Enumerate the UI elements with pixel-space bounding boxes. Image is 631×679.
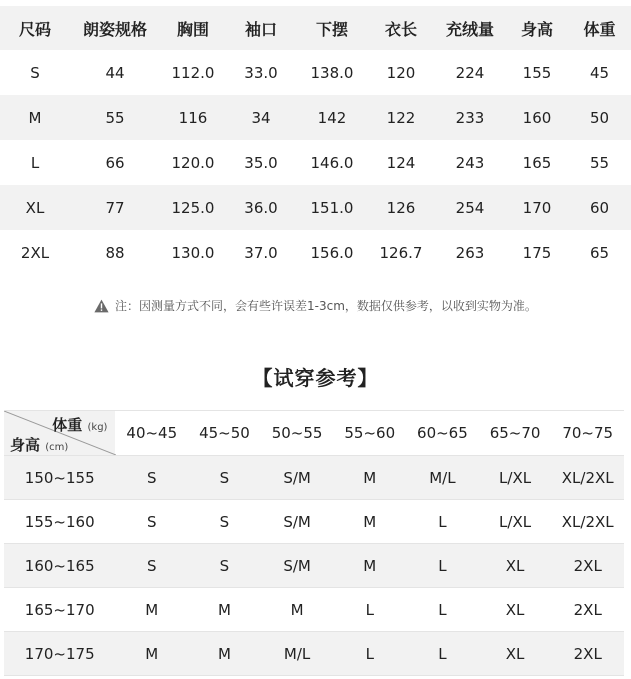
table-cell: L (438, 600, 447, 619)
table-cell: 88 (105, 243, 125, 262)
table-cell: 116 (178, 108, 208, 127)
table-cell: 125.0 (171, 198, 215, 217)
table-cell: 263 (455, 243, 485, 262)
size-table (0, 6, 631, 275)
weight-range-header: 45~50 (188, 411, 261, 455)
table-cell: S (147, 512, 157, 531)
table-cell: XL (505, 644, 525, 663)
table-cell: 65 (589, 243, 610, 262)
table-cell: M (363, 556, 377, 575)
table-cell: 60 (589, 198, 610, 217)
table-cell: 155 (522, 63, 552, 82)
table-row (4, 455, 624, 499)
table-cell: 36.0 (244, 198, 278, 217)
header-spec: 朗姿规格 (82, 19, 147, 39)
table-cell: L/XL (499, 512, 532, 531)
table-cell: 233 (455, 108, 485, 127)
table-cell: M (217, 644, 231, 663)
table-cell: 146.0 (310, 153, 354, 172)
table-cell: 138.0 (310, 63, 354, 82)
table-cell: 45 (589, 63, 610, 82)
table-cell: M (363, 468, 377, 487)
table-cell: XL (505, 556, 525, 575)
table-cell: 2XL (20, 243, 50, 262)
table-cell: XL (505, 600, 525, 619)
table-cell: 2XL (573, 556, 602, 575)
weight-axis-label: 体重 (kg) (52, 416, 108, 434)
table-cell: 130.0 (171, 243, 215, 262)
header-hem: 下摆 (315, 19, 348, 39)
table-cell: 34 (251, 108, 271, 127)
note-text: 注：因测量方式不同，会有些许误差1-3cm，数据仅供参考，以收到实物为准。 (115, 299, 537, 313)
weight-range-header: 60~65 (406, 411, 479, 455)
table-cell: 165 (522, 153, 552, 172)
table-row (0, 95, 631, 140)
fitting-reference-title: 【试穿参考】 (252, 366, 379, 390)
table-cell: 50 (589, 108, 610, 127)
table-cell: 224 (455, 63, 485, 82)
warning-triangle-icon (94, 299, 109, 316)
weight-range-header: 55~60 (333, 411, 406, 455)
table-cell: S (219, 468, 230, 487)
weight-range-header: 50~55 (261, 411, 334, 455)
table-cell: 175 (522, 243, 552, 262)
table-row (4, 499, 624, 543)
table-cell: 122 (386, 108, 416, 127)
table-row (0, 185, 631, 230)
table-cell: L (365, 600, 374, 619)
table-cell: 33.0 (244, 63, 278, 82)
height-axis-label: 身高 (cm) (10, 436, 69, 454)
table-cell: S/M (283, 512, 311, 531)
table-cell: L (438, 644, 447, 663)
header-bust: 胸围 (176, 19, 209, 39)
table-row (0, 230, 631, 275)
fitting-table (4, 410, 624, 676)
table-cell: 120 (386, 63, 416, 82)
table-cell: L/XL (499, 468, 532, 487)
table-cell: M (28, 108, 42, 127)
table-cell: S (219, 556, 230, 575)
table-cell: M/L (429, 468, 456, 487)
table-row (0, 50, 631, 95)
table-cell: 112.0 (171, 63, 215, 82)
table-row (4, 587, 624, 631)
weight-range-header: 65~70 (479, 411, 552, 455)
header-weight: 体重 (583, 19, 616, 39)
table-cell: L (438, 512, 447, 531)
table-cell: 35.0 (244, 153, 278, 172)
table-cell: L (365, 644, 374, 663)
measurement-note (0, 297, 631, 316)
table-cell: XL (25, 198, 45, 217)
header-length: 衣长 (384, 19, 417, 39)
table-cell: 120.0 (171, 153, 215, 172)
header-cuff: 袖口 (244, 19, 277, 39)
table-cell: M (217, 600, 231, 619)
table-cell: S (219, 512, 230, 531)
table-row (4, 543, 624, 587)
table-cell: M (145, 600, 159, 619)
table-cell: 126.7 (379, 243, 423, 262)
table-cell: 66 (105, 153, 125, 172)
table-cell: 156.0 (310, 243, 354, 262)
table-cell: 254 (455, 198, 485, 217)
table-cell: 77 (105, 198, 125, 217)
height-range-cell: 165~170 (24, 600, 95, 619)
table-cell: 243 (455, 153, 485, 172)
table-cell: 170 (522, 198, 552, 217)
header-down-fill: 充绒量 (445, 19, 494, 39)
weight-range-header: 70~75 (551, 411, 624, 455)
fitting-table-header (4, 410, 624, 455)
table-cell: L (30, 153, 40, 172)
table-cell: 37.0 (244, 243, 278, 262)
size-table-header (0, 6, 631, 50)
table-row (4, 631, 624, 676)
table-cell: 151.0 (310, 198, 354, 217)
height-range-cell: 160~165 (24, 556, 95, 575)
table-cell: 2XL (573, 600, 602, 619)
table-cell: S (30, 63, 40, 82)
table-cell: 55 (105, 108, 125, 127)
height-range-cell: 155~160 (24, 512, 95, 531)
table-cell: M (145, 644, 159, 663)
header-corner-cell (4, 411, 115, 455)
table-cell: M (290, 600, 304, 619)
table-cell: S (147, 468, 157, 487)
table-cell: 44 (105, 63, 125, 82)
table-cell: 2XL (573, 644, 602, 663)
table-cell: 124 (386, 153, 416, 172)
table-cell: S (147, 556, 157, 575)
table-cell: 126 (386, 198, 416, 217)
weight-range-header: 40~45 (115, 411, 188, 455)
table-cell: 55 (589, 153, 610, 172)
table-cell: M/L (283, 644, 311, 663)
table-cell: 142 (317, 108, 347, 127)
header-size: 尺码 (18, 19, 51, 39)
table-cell: S/M (283, 556, 311, 575)
table-cell: 160 (522, 108, 552, 127)
height-range-cell: 170~175 (24, 644, 95, 663)
table-cell: S/M (283, 468, 311, 487)
height-range-cell: 150~155 (24, 468, 95, 487)
table-cell: L (438, 556, 447, 575)
table-cell: XL/2XL (561, 512, 614, 531)
table-cell: M (363, 512, 377, 531)
table-row (0, 140, 631, 185)
header-height: 身高 (520, 19, 553, 39)
table-cell: XL/2XL (561, 468, 614, 487)
